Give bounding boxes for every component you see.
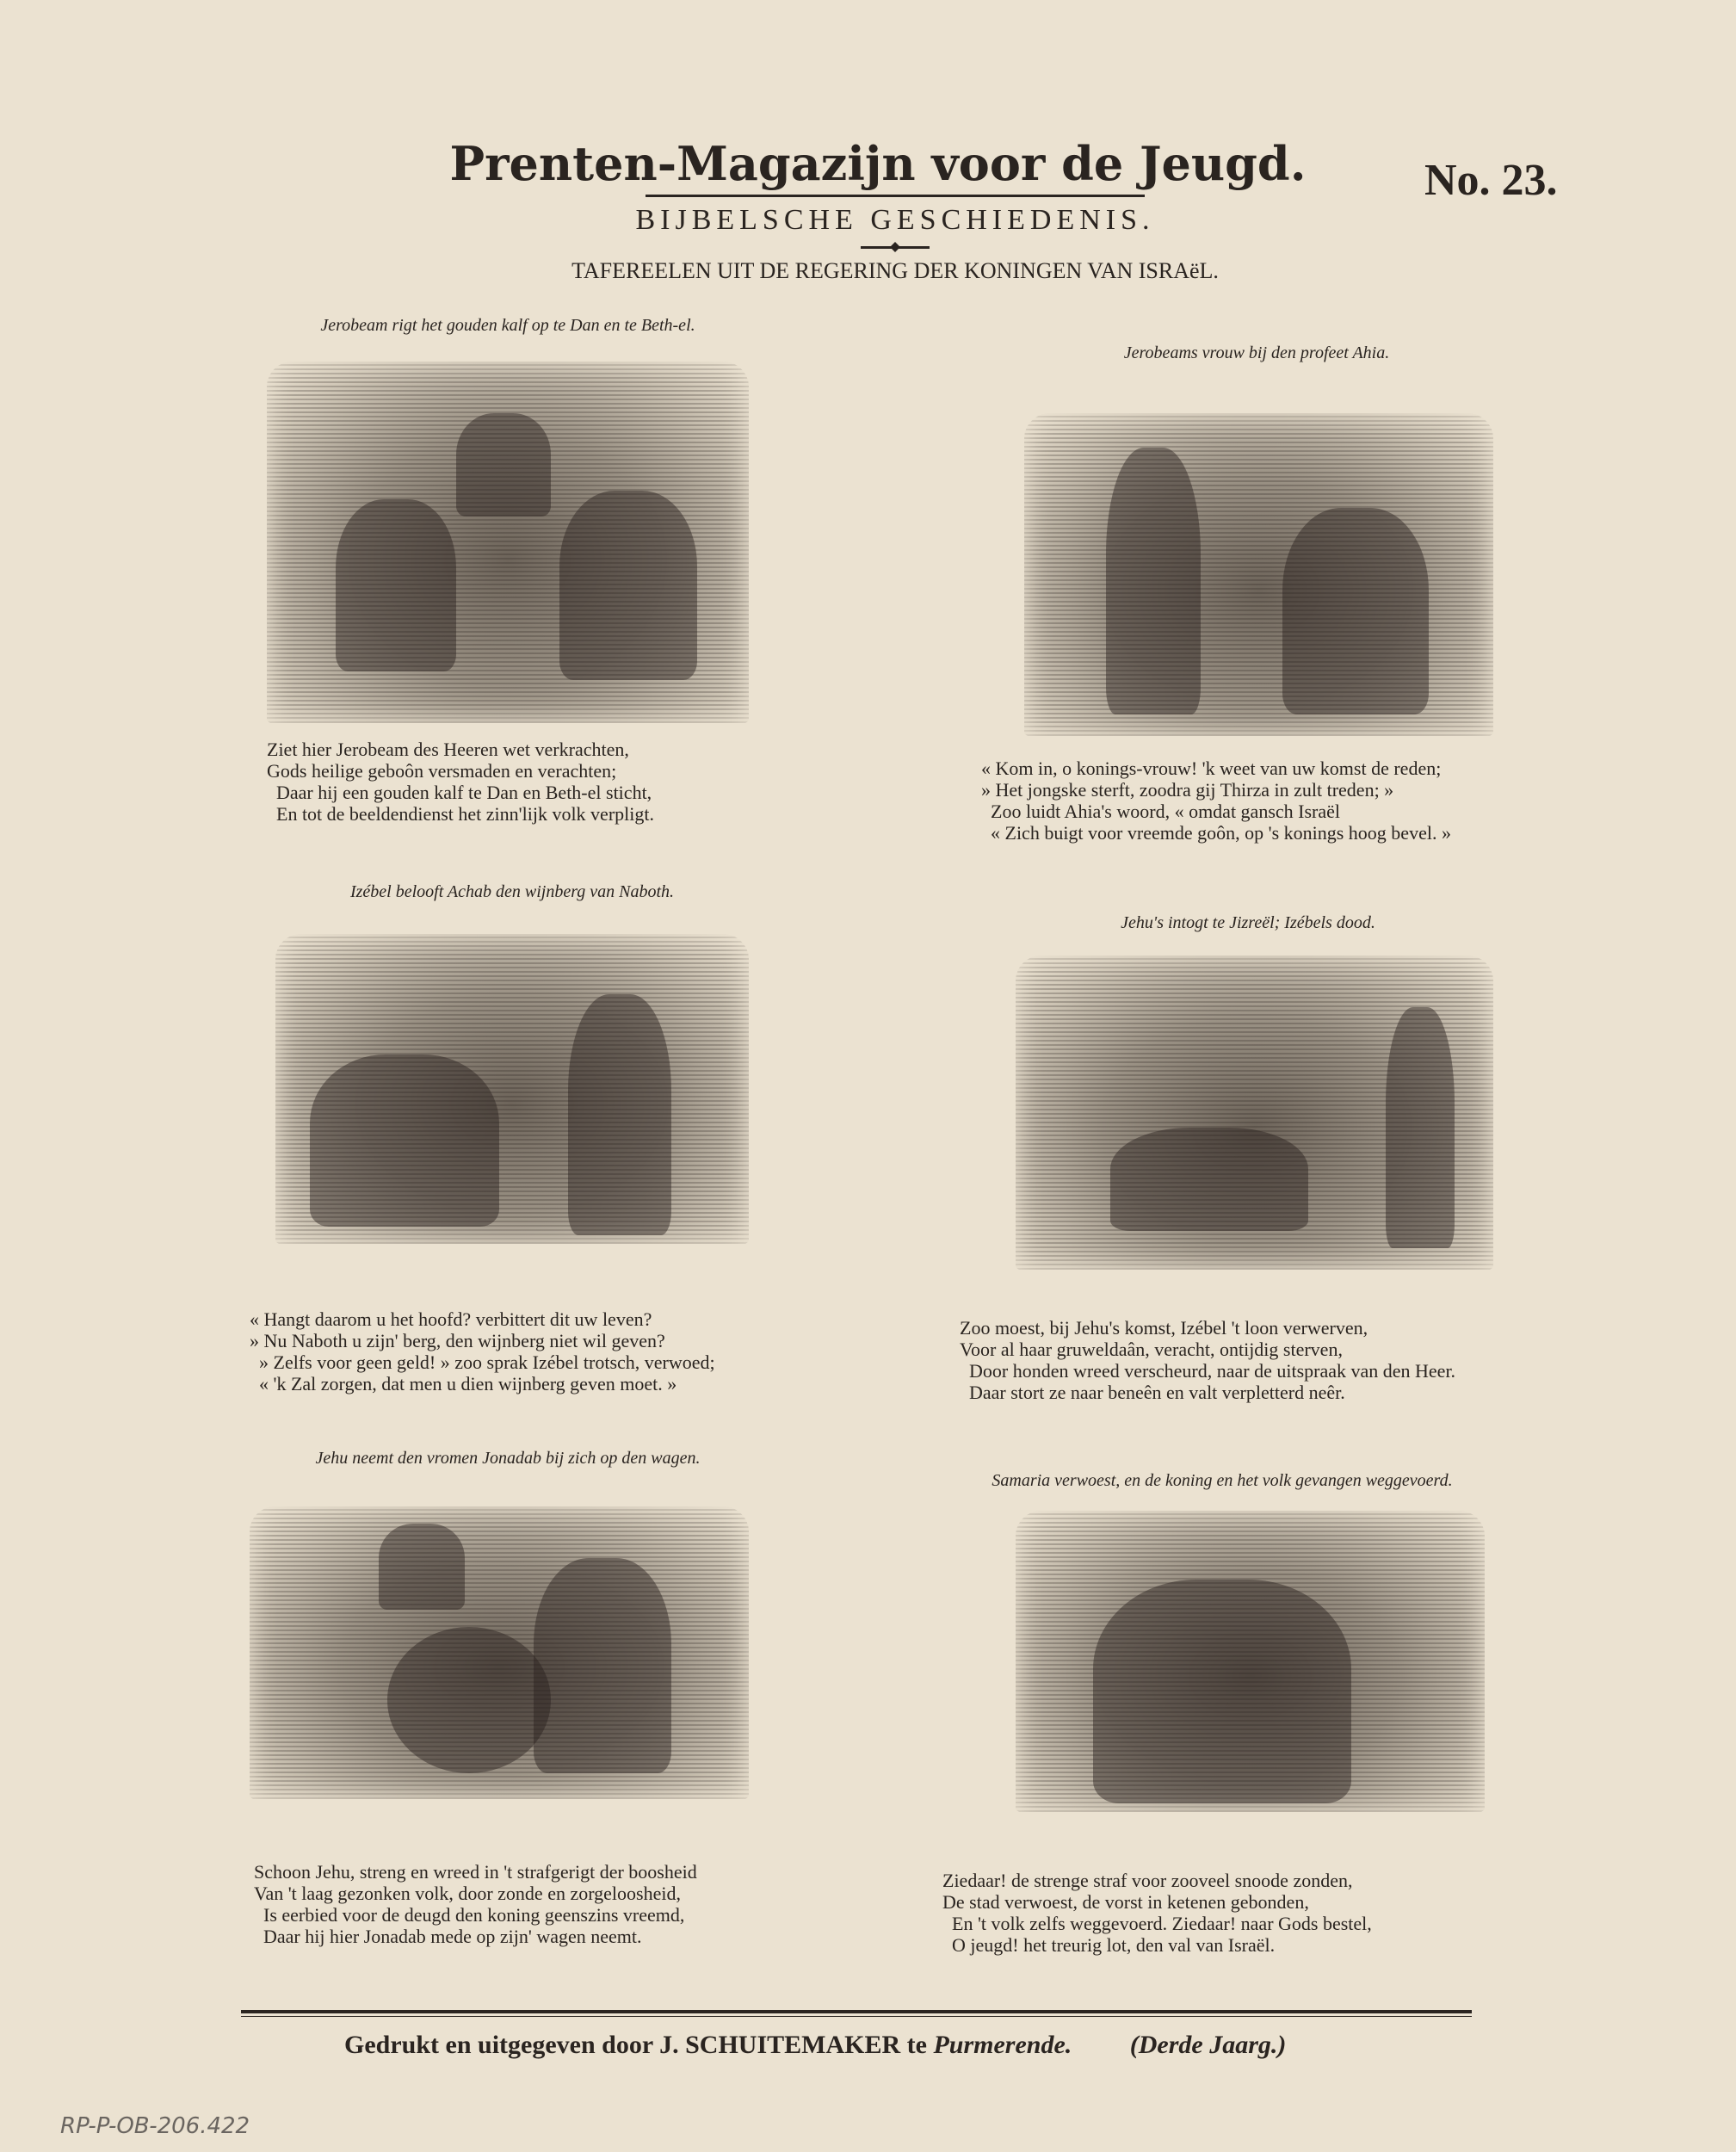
- edition: (Derde Jaarg.): [1129, 2031, 1287, 2059]
- panel-caption: Samaria verwoest, en de koning en het volk gevangen weggevoerd.: [992, 1471, 1453, 1490]
- panel-caption: Jehu neemt den vromen Jonadab bij zich op den wagen.: [315, 1449, 701, 1468]
- engraving-golden-calf: [267, 362, 749, 723]
- issue-number: No. 23.: [1424, 156, 1558, 205]
- panel-caption: Jerobeams vrouw bij den profeet Ahia.: [1123, 343, 1390, 362]
- panel-verse: Ziet hier Jerobeam des Heeren wet verkrachten, Gods heilige geboôn versmaden en verachten; Daar hij een gouden kalf te Dan en Beth-el sticht, En tot de beeldendienst het zinn'lijk volk verpligt.: [267, 739, 654, 825]
- panel-verse: Ziedaar! de strenge straf voor zooveel snoode zonden, De stad verwoest, de vorst in ketenen gebonden, En 't volk zelfs weggevoerd. Ziedaar! naar Gods bestel, O jeugd! het treurig lot, den val van Israël.: [942, 1870, 1372, 1956]
- ornament-divider: [861, 246, 930, 249]
- imprint: [241, 2030, 1472, 2061]
- title-rule: [646, 195, 1145, 197]
- imprint-text: Gedrukt en uitgegeven door J. SCHUITEMAKER te: [344, 2031, 934, 2059]
- panel-verse: Schoon Jehu, streng en wreed in 't strafgerigt der boosheid Van 't laag gezonken volk, door zonde en zorgeloosheid, Is eerbied voor de deugd den koning geenszins vreemd, Daar hij hier Jonadab mede op zijn' wagen neemt.: [254, 1861, 697, 1947]
- panel-caption: Izébel belooft Achab den wijnberg van Naboth.: [349, 882, 675, 901]
- subtitle: BIJBELSCHE GESCHIEDENIS.: [635, 204, 1155, 236]
- footer-rule: [241, 2010, 1472, 2013]
- footer-rule-thin: [241, 2016, 1472, 2017]
- panel-caption: Jerobeam rigt het gouden kalf op te Dan en te Beth-el.: [320, 316, 695, 335]
- engraving-naboth: [275, 934, 749, 1244]
- panel-verse: Zoo moest, bij Jehu's komst, Izébel 't loon verwerven, Voor al haar gruweldaân, veracht, ontijdig sterven, Door honden wreed verscheurd, naar de uitspraak van den Heer. Daar stort ze naar beneên en valt verpletterd neêr.: [960, 1317, 1456, 1403]
- panel-caption: Jehu's intogt te Jizreël; Izébels dood.: [1121, 913, 1375, 932]
- inventory-mark: RP-P-OB-206.422: [60, 2113, 250, 2139]
- engraving-ahia: [1024, 413, 1493, 736]
- magazine-title: Prenten-Magazijn voor de Jeugd.: [449, 136, 1307, 191]
- engraving-jonadab: [250, 1506, 749, 1799]
- imprint-place: Purmerende.: [933, 2031, 1072, 2059]
- panel-verse: « Hangt daarom u het hoofd? verbittert dit uw leven? » Nu Naboth u zijn' berg, den wijnberg niet wil geven? » Zelfs voor geen geld! » zoo sprak Izébel trotsch, verwoed; « 'k Zal zorgen, dat men u dien wijnberg geven moet. »: [250, 1308, 715, 1394]
- series-title: TAFEREELEN UIT DE REGERING DER KONINGEN VAN ISRAëL.: [571, 258, 1219, 283]
- panel-verse: « Kom in, o konings-vrouw! 'k weet van uw komst de reden; » Het jongske sterft, zoodra gij Thirza in zult treden; » Zoo luidt Ahia's woord, « omdat gansch Israël « Zich buigt voor vreemde goôn, op 's konings hoog bevel. »: [981, 758, 1451, 844]
- engraving-jizreel: [1016, 955, 1493, 1270]
- engraving-samaria: [1016, 1511, 1485, 1812]
